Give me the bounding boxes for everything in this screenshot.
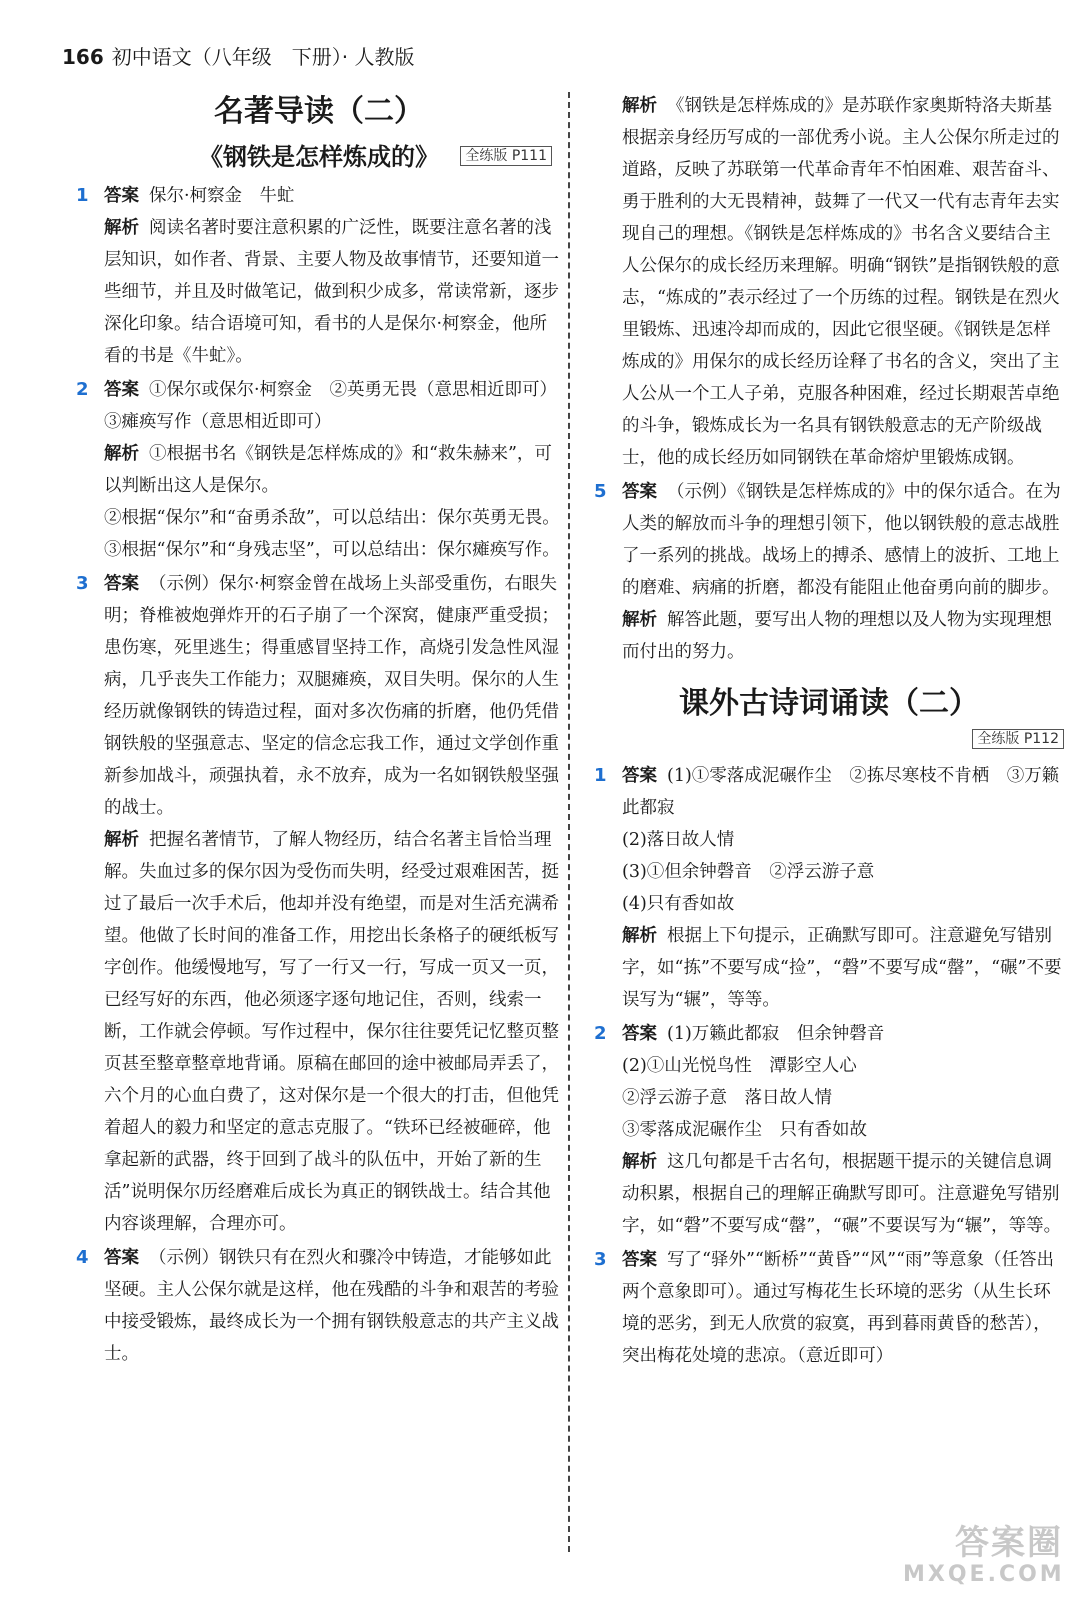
answer-text: ②浮云游子意 落日故人情 xyxy=(622,1088,832,1108)
practice-ref-row xyxy=(594,728,1064,752)
answer-text: (2)落日故人情 xyxy=(622,830,735,850)
answer-text: ①保尔或保尔·柯察金 ②英勇无畏（意思相近即可） ③瘫痪写作（意思相近即可） xyxy=(104,380,566,432)
answer-paragraph xyxy=(622,920,1064,1016)
watermark-line: 答案圈 xyxy=(955,1523,1063,1563)
answer-paragraph xyxy=(104,568,562,824)
answer-paragraph xyxy=(104,374,566,438)
answer-label: 答案 xyxy=(622,1250,657,1270)
left-column xyxy=(76,90,566,1370)
answer-item xyxy=(594,90,1064,474)
answer-text: (4)只有香如故 xyxy=(622,894,735,914)
answer-text: ①根据书名《钢铁是怎样炼成的》和“救朱赫来”，可以判断出这人是保尔。 xyxy=(104,444,552,496)
answer-paragraph xyxy=(622,1244,1064,1372)
answer-label: 解析 xyxy=(622,610,657,630)
question-number: 2 xyxy=(76,379,89,400)
question-number: 3 xyxy=(76,573,89,594)
answer-text: (1)①零落成泥碾作尘 ②拣尽寒枝不肯栖 ③万籁此都寂 xyxy=(622,766,1060,818)
answer-label: 解析 xyxy=(622,1152,657,1172)
answer-text: 写了“驿外”“断桥”“黄昏”“风”“雨”等意象（任答出两个意象即可）。通过写梅花生长环境的恶劣（从生长环境的恶劣，到无人欣赏的寂寞，再到暮雨黄昏的愁苦），突出梅花处境的悲凉。（意近即可） xyxy=(622,1250,1054,1366)
answer-paragraph xyxy=(622,824,1064,856)
answer-text: （示例）钢铁只有在烈火和骤冷中铸造，才能够如此坚硬。主人公保尔就是这样，他在残酷的斗争和艰苦的考验中接受锻炼，最终成长为一个拥有钢铁般意志的共产主义战士。 xyxy=(104,1248,559,1364)
question-number: 3 xyxy=(594,1249,607,1270)
answer-text: 阅读名著时要注意积累的广泛性，既要注意名著的浅层知识，如作者、背景、主要人物及故事情节，还要知道一些细节，并且及时做笔记，做到积少成多，常读常新，逐步深化印象。结合语境可知，看书的人是保尔·柯察金，他所看的书是《牛虻》。 xyxy=(104,218,559,366)
answer-label: 解析 xyxy=(622,96,657,116)
answer-item xyxy=(76,374,566,566)
page-number: 166 xyxy=(62,45,104,69)
question-number: 5 xyxy=(594,481,607,502)
answer-text: (3)①但余钟磬音 ②浮云游子意 xyxy=(622,862,875,882)
answer-item xyxy=(76,568,562,1240)
answer-label: 答案 xyxy=(104,380,139,400)
answer-label: 解析 xyxy=(622,926,657,946)
answer-item xyxy=(594,1244,1064,1372)
book-subtitle: 《钢铁是怎样炼成的》 xyxy=(199,143,439,171)
answer-item xyxy=(594,760,1064,1016)
answer-paragraph xyxy=(104,824,562,1240)
answer-text: 这几句都是千古名句，根据题干提示的关键信息调动积累，根据自己的理解正确默写即可。注意避免写错别字，如“磬”不要写成“罄”，“碾”不要误写为“辗”，等等。 xyxy=(622,1152,1062,1236)
question-number: 1 xyxy=(76,185,89,206)
answer-paragraph xyxy=(622,1082,1064,1114)
answer-paragraph xyxy=(104,212,562,372)
subtitle-row xyxy=(76,134,562,180)
answer-list xyxy=(594,90,1064,668)
answer-paragraph xyxy=(622,604,1064,668)
answer-label: 答案 xyxy=(622,482,657,502)
answer-paragraph xyxy=(622,1114,1064,1146)
answer-label: 解析 xyxy=(104,444,139,464)
answer-item xyxy=(594,1018,1064,1242)
question-number: 4 xyxy=(76,1247,89,1268)
book-title: 初中语文（八年级 下册）· 人教版 xyxy=(111,45,415,69)
answer-text: 解答此题，要写出人物的理想以及人物为实现理想而付出的努力。 xyxy=(622,610,1052,662)
answer-label: 答案 xyxy=(104,186,139,206)
section-title: 名著导读（二） xyxy=(214,94,424,129)
watermark-line: MXQE.COM xyxy=(903,1562,1065,1587)
answer-label: 答案 xyxy=(622,766,657,786)
answer-label: 答案 xyxy=(622,1024,657,1044)
column-divider xyxy=(568,92,570,1552)
answer-text: ②根据“保尔”和“奋勇杀敌”，可以总结出：保尔英勇无畏。 xyxy=(104,508,560,528)
question-number: 2 xyxy=(594,1023,607,1044)
page-header xyxy=(62,42,414,72)
answer-paragraph xyxy=(104,180,562,212)
answer-paragraph xyxy=(104,1242,562,1370)
answer-paragraph xyxy=(104,534,562,566)
answer-text: （示例）保尔·柯察金曾在战场上头部受重伤，右眼失明；脊椎被炮弹炸开的石子崩了一个深窝，健康严重受损；患伤寒，死里逃生；得重感冒坚持工作，高烧引发急性风湿病，几乎丧失工作能力；双腿瘫痪，双目失明。保尔的人生经历就像钢铁的铸造过程，面对多次伤痛的折磨，他仍凭借钢铁般的坚强意志、坚定的信念忘我工作，通过文学创作重新参加战斗，顽强执着，永不放弃，成为一名如钢铁般坚强的战士。 xyxy=(104,574,559,818)
answer-text: 根据上下句提示，正确默写即可。注意避免写错别字，如“拣”不要写成“捡”，“磬”不要写成“罄”，“碾”不要误写为“辗”，等等。 xyxy=(622,926,1062,1010)
answer-paragraph xyxy=(622,760,1064,824)
answer-paragraph xyxy=(622,90,1064,474)
answer-paragraph xyxy=(622,476,1064,604)
answer-paragraph xyxy=(622,1018,1064,1050)
answer-text: (1)万籁此都寂 但余钟磬音 xyxy=(667,1024,885,1044)
practice-ref-tag: 全练版 P111 xyxy=(460,146,552,166)
answer-text: 保尔·柯察金 牛虻 xyxy=(149,186,295,206)
answer-paragraph xyxy=(622,1050,1064,1082)
answer-text: (2)①山光悦鸟性 潭影空人心 xyxy=(622,1056,857,1076)
answer-item xyxy=(76,1242,562,1370)
answer-list xyxy=(594,760,1064,1372)
answer-text: 《钢铁是怎样炼成的》是苏联作家奥斯特洛夫斯基根据亲身经历写成的一部优秀小说。主人公保尔所走过的道路，反映了苏联第一代革命青年不怕困难、艰苦奋斗、勇于胜利的大无畏精神，鼓舞了一代又一代有志青年去实现自己的理想。《钢铁是怎样炼成的》书名含义要结合主人公保尔的成长经历来理解。明确“钢铁”是指钢铁般的意志，“炼成的”表示经过了一个历练的过程。钢铁是在烈火里锻炼、迅速冷却而成的，因此它很坚硬。《钢铁是怎样炼成的》用保尔的成长经历诠释了书名的含义，突出了主人公从一个工人子弟，克服各种困难，经过长期艰苦卓绝的斗争，锻炼成长为一名具有钢铁般意志的无产阶级战士，他的成长经历如同钢铁在革命熔炉里锻炼成钢。 xyxy=(622,96,1060,468)
answer-paragraph xyxy=(622,888,1064,920)
answer-text: ③根据“保尔”和“身残志坚”，可以总结出：保尔瘫痪写作。 xyxy=(104,540,560,560)
answer-item xyxy=(76,180,562,372)
question-number: 1 xyxy=(594,765,607,786)
answer-paragraph xyxy=(104,438,562,502)
answer-text: 把握名著情节，了解人物经历，结合名著主旨恰当理解。失血过多的保尔因为受伤而失明，经受过艰难困苦，挺过了最后一次手术后，他却并没有绝望，而是对生活充满希望。他做了长时间的准备工作，用挖出长条格子的硬纸板写字创作。他缓慢地写，写了一行又一行，写成一页又一页，已经写好的东西，他必须逐字逐句地记住，否则，线索一断，工作就会停顿。写作过程中，保尔往往要凭记忆整页整页甚至整章整章地背诵。原稿在邮回的途中被邮局弄丢了，六个月的心血白费了，这对保尔是一个很大的打击，但他凭着超人的毅力和坚定的意志克服了。“铁环已经被砸碎，他拿起新的武器，终于回到了战斗的队伍中，开始了新的生活”说明保尔历经磨难后成长为真正的钢铁战士。结合其他内容谈理解，合理亦可。 xyxy=(104,830,559,1234)
answer-paragraph xyxy=(104,502,562,534)
answer-label: 解析 xyxy=(104,218,139,238)
answer-list xyxy=(76,180,566,1370)
answer-text: （示例）《钢铁是怎样炼成的》中的保尔适合。在为人类的解放而斗争的理想引领下，他以钢铁般的意志战胜了一系列的挑战。战场上的搏杀、感情上的波折、工地上的磨难、病痛的折磨，都没有能阻止他奋勇向前的脚步。 xyxy=(622,482,1061,598)
answer-label: 答案 xyxy=(104,574,139,594)
answer-label: 解析 xyxy=(104,830,139,850)
answer-text: ③零落成泥碾作尘 只有香如故 xyxy=(622,1120,867,1140)
right-column xyxy=(594,90,1064,1372)
section-title: 课外古诗词诵读（二） xyxy=(679,686,979,721)
answer-paragraph xyxy=(622,856,1064,888)
answer-label: 答案 xyxy=(104,1248,139,1268)
answer-paragraph xyxy=(622,1146,1064,1242)
watermark-logo xyxy=(903,1524,1063,1594)
answer-item xyxy=(594,476,1064,668)
practice-ref-tag: 全练版 P112 xyxy=(972,729,1064,749)
